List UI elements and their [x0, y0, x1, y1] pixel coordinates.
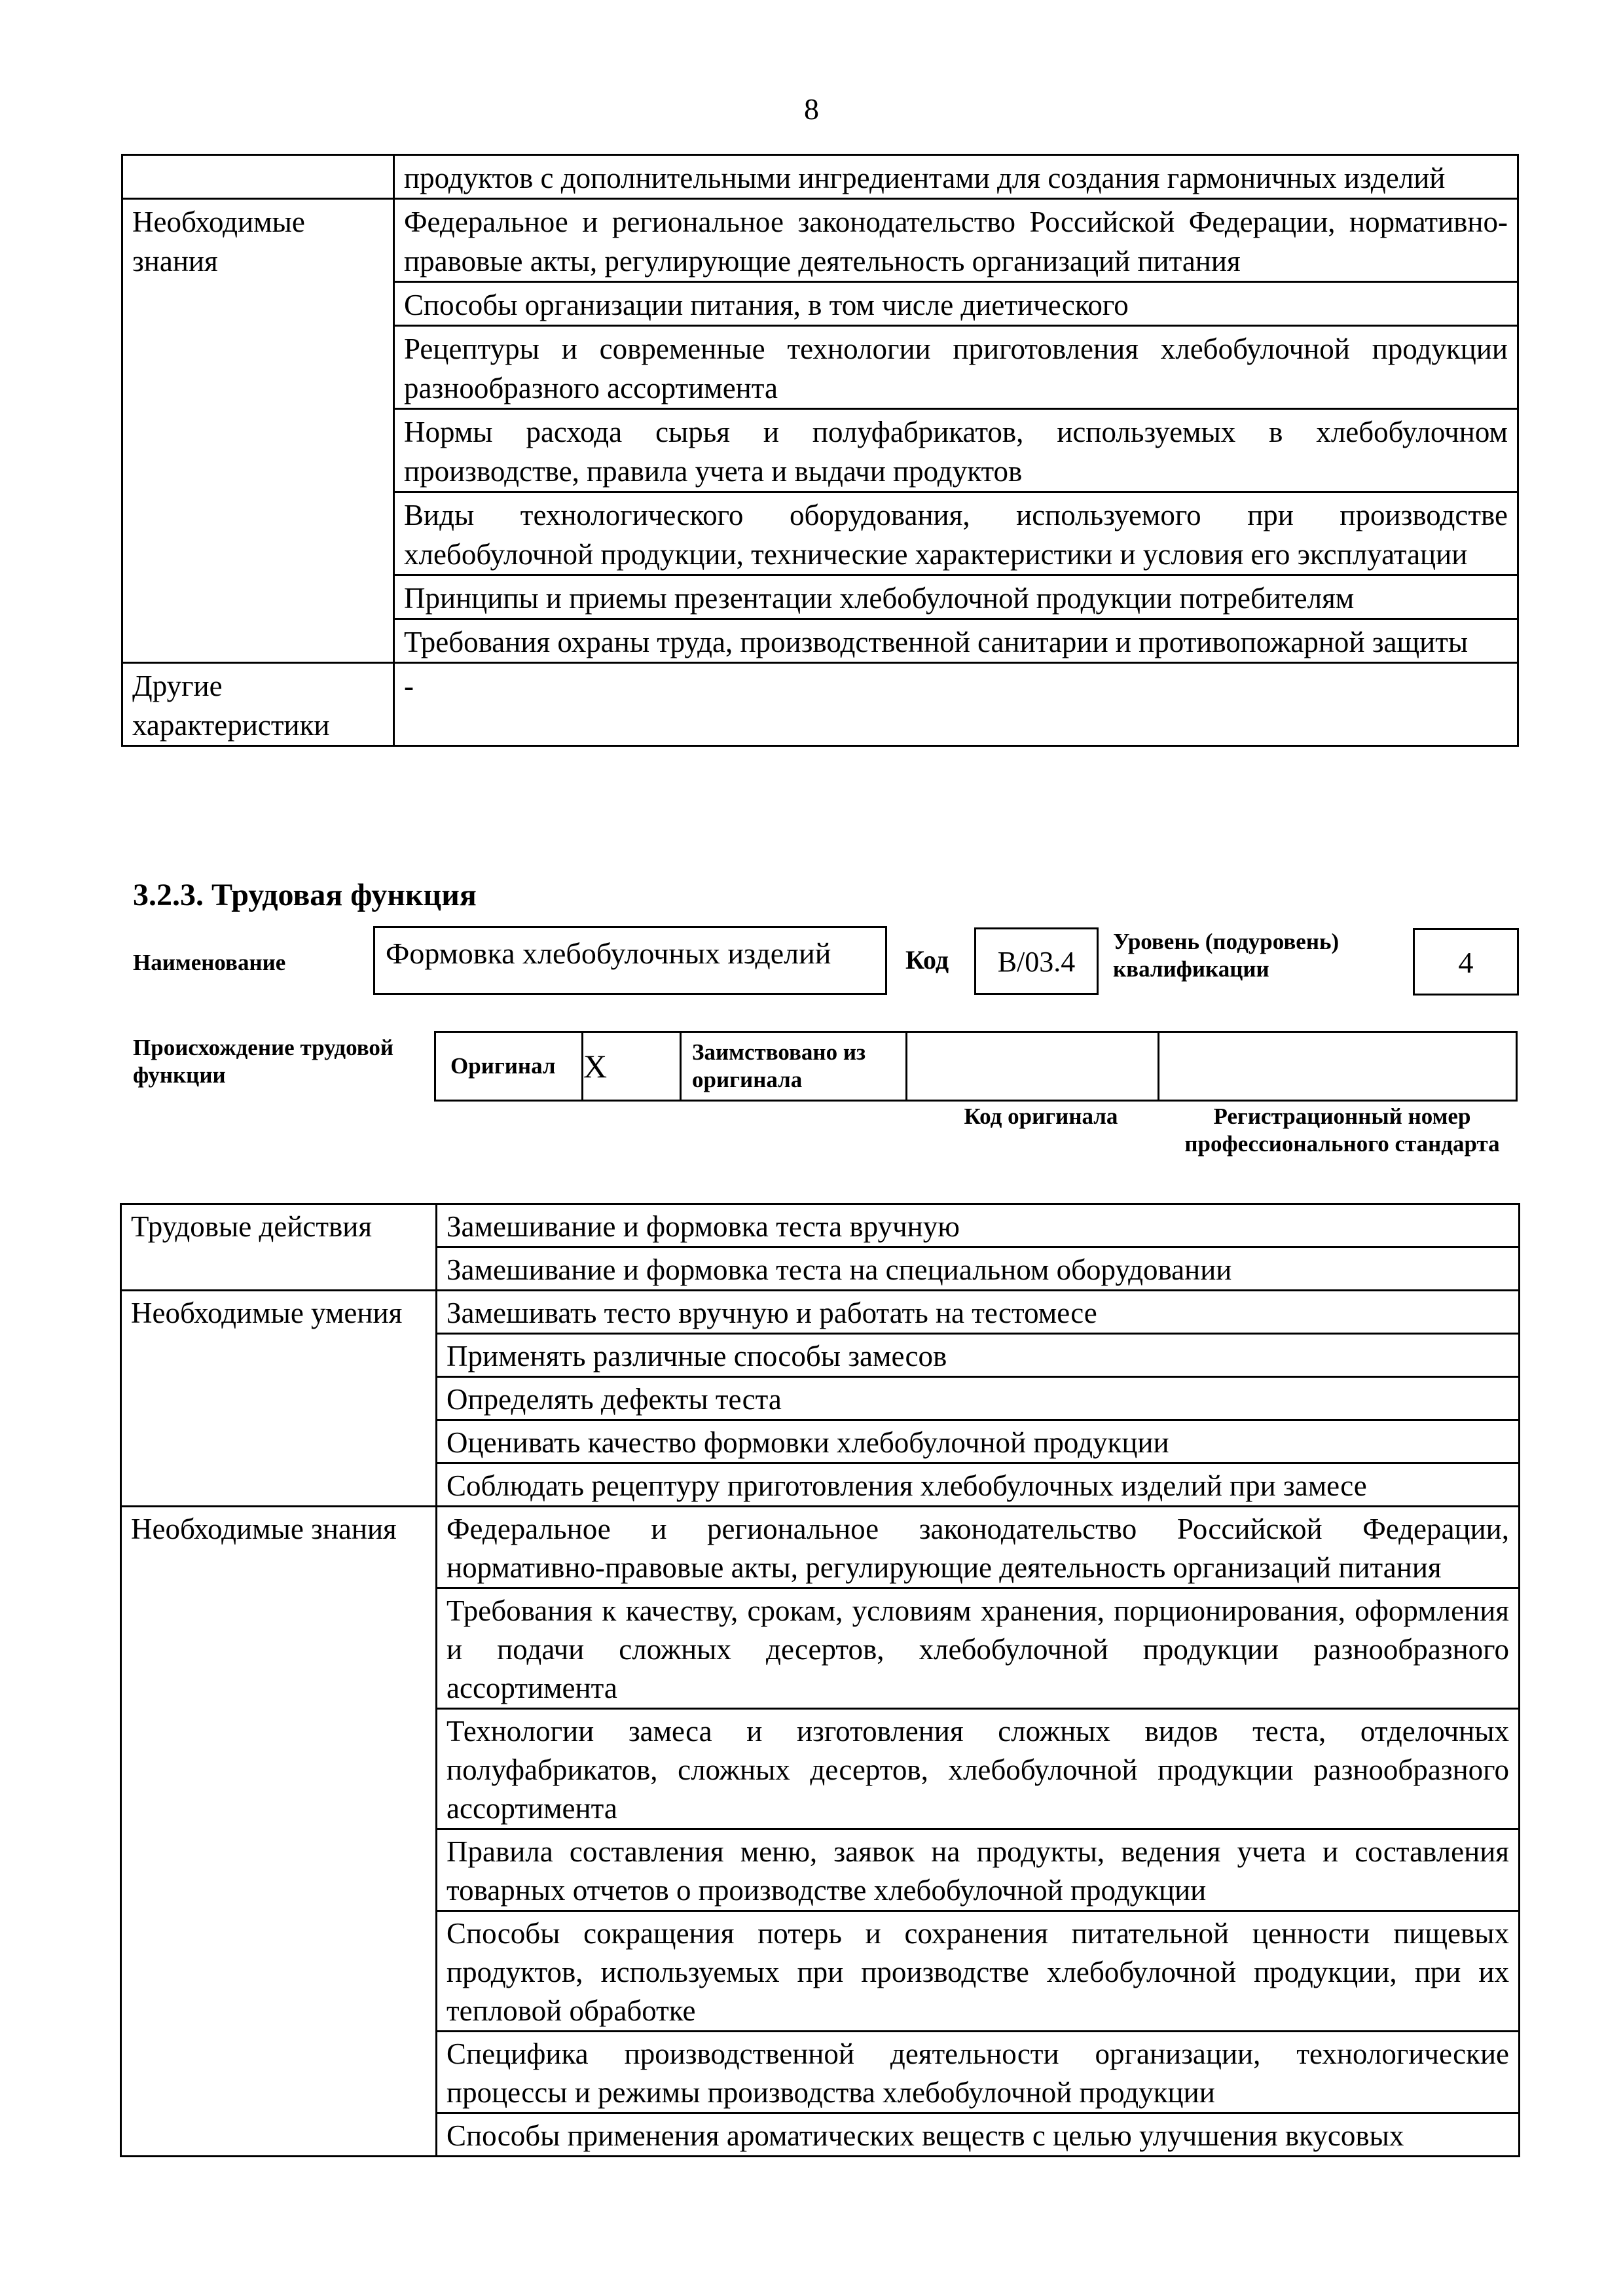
- row-item: продуктов с дополнительными ингредиентами для создания гармоничных изделий: [394, 155, 1518, 199]
- code-box: B/03.4: [974, 927, 1099, 995]
- row-item: Соблюдать рецептуру приготовления хлебобулочных изделий при замесе: [437, 1463, 1520, 1507]
- row-label: Другие характеристики: [122, 663, 394, 746]
- row-item: Способы сокращения потерь и сохранения питательной ценности пищевых продуктов, используемых при производстве хлебобулочной продукции, при их тепловой обработке: [437, 1911, 1520, 2032]
- row-item: Применять различные способы замесов: [437, 1334, 1520, 1377]
- table-row: [121, 1204, 1520, 1247]
- row-label: Необходимые знания: [121, 1507, 437, 2157]
- code-label: Код: [905, 945, 949, 975]
- row-label: [122, 155, 394, 199]
- borrowed-label: Заимствовано из оригинала: [681, 1032, 907, 1101]
- table-row: [122, 199, 1518, 282]
- row-item: Замешивание и формовка теста вручную: [437, 1204, 1520, 1247]
- labor-function-table: [120, 1203, 1520, 2157]
- skills-table-continued: [121, 154, 1519, 747]
- row-item: Федеральное и региональное законодательство Российской Федерации, нормативно-правовые акты, регулирующие деятельность организаций питания: [437, 1507, 1520, 1588]
- level-label: Уровень (подуровень) квалификации: [1113, 929, 1340, 982]
- row-item: Замешивать тесто вручную и работать на тестомесе: [437, 1291, 1520, 1334]
- table-row: [122, 663, 1518, 746]
- reg-number-cell: [1159, 1032, 1517, 1101]
- code-original-caption: Код оригинала: [964, 1103, 1118, 1129]
- page-number: 8: [804, 92, 819, 126]
- table-row: [121, 1291, 1520, 1334]
- level-box: 4: [1413, 928, 1519, 996]
- row-item: Требования к качеству, срокам, условиям хранения, порционирования, оформления и подачи сложных десертов, хлебобулочной продукции разнообразного ассортимента: [437, 1588, 1520, 1709]
- function-name-box: Формовка хлебобулочных изделий: [373, 926, 887, 995]
- row-item: Технологии замеса и изготовления сложных видов теста, отделочных полуфабрикатов, сложных десертов, хлебобулочной продукции разнообразного ассортимента: [437, 1709, 1520, 1829]
- row-item: Рецептуры и современные технологии приготовления хлебобулочной продукции разнообразного ассортимента: [394, 326, 1518, 409]
- origin-table: [434, 1031, 1518, 1102]
- row-item: Оценивать качество формовки хлебобулочной продукции: [437, 1420, 1520, 1463]
- origin-label: Происхождение трудовой функции: [133, 1035, 394, 1088]
- row-item: Виды технологического оборудования, используемого при производстве хлебобулочной продукции, технические характеристики и условия его эксплуатации: [394, 492, 1518, 575]
- name-label: Наименование: [133, 950, 286, 975]
- original-mark: X: [583, 1032, 681, 1101]
- row-label: Трудовые действия: [121, 1204, 437, 1291]
- reg-number-caption: Регистрационный номер профессионального стандарта: [1184, 1103, 1500, 1157]
- original-label: Оригинал: [435, 1032, 583, 1101]
- row-item: -: [394, 663, 1518, 746]
- row-label: Необходимые умения: [121, 1291, 437, 1507]
- row-item: Нормы расхода сырья и полуфабрикатов, используемых в хлебобулочном производстве, правила учета и выдачи продуктов: [394, 409, 1518, 492]
- code-original-cell: [907, 1032, 1159, 1101]
- row-item: Способы организации питания, в том числе диетического: [394, 282, 1518, 326]
- row-item: Замешивание и формовка теста на специальном оборудовании: [437, 1247, 1520, 1291]
- row-item: Федеральное и региональное законодательство Российской Федерации, нормативно-правовые акты, регулирующие деятельность организаций питания: [394, 199, 1518, 282]
- row-item: Принципы и приемы презентации хлебобулочной продукции потребителям: [394, 575, 1518, 619]
- row-item: Правила составления меню, заявок на продукты, ведения учета и составления товарных отчетов о производстве хлебобулочной продукции: [437, 1829, 1520, 1911]
- row-label: Необходимые знания: [122, 199, 394, 663]
- row-item: Способы применения ароматических веществ с целью улучшения вкусовых: [437, 2113, 1520, 2157]
- table-row: [121, 1507, 1520, 1588]
- section-title: 3.2.3. Трудовая функция: [133, 878, 477, 912]
- row-item: Требования охраны труда, производственной санитарии и противопожарной защиты: [394, 619, 1518, 663]
- row-item: Определять дефекты теста: [437, 1377, 1520, 1420]
- row-item: Специфика производственной деятельности организации, технологические процессы и режимы производства хлебобулочной продукции: [437, 2032, 1520, 2113]
- table-row: [122, 155, 1518, 199]
